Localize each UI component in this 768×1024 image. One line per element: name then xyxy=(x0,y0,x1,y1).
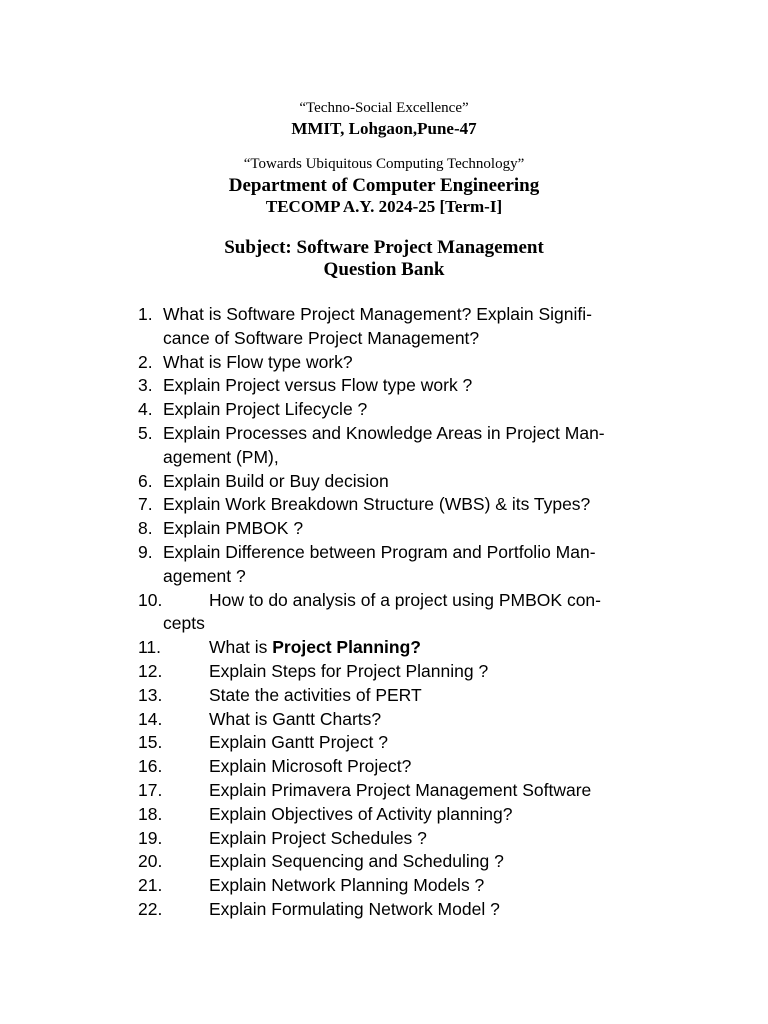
item-text: State the activities of PERT xyxy=(209,684,422,705)
list-item-continuation xyxy=(0,612,768,636)
item-text: Explain Work Breakdown Structure (WBS) & its Types? xyxy=(163,494,591,515)
item-text xyxy=(163,374,472,398)
item-number: 15. xyxy=(138,732,163,753)
list-item xyxy=(0,684,768,708)
list-item xyxy=(0,303,768,327)
item-number: 17. xyxy=(138,779,163,800)
item-text: What is Flow type work? xyxy=(163,351,353,372)
item-number: 21. xyxy=(138,875,163,896)
list-item xyxy=(0,779,768,803)
list-item xyxy=(0,422,768,446)
list-item xyxy=(0,636,768,660)
list-item xyxy=(0,708,768,732)
list-item xyxy=(0,874,768,898)
item-number: 11. xyxy=(138,637,162,658)
item-number: 9. xyxy=(138,541,153,562)
item-number: 12. xyxy=(138,660,163,681)
list-item xyxy=(0,374,768,398)
item-text-continued: cance of Software Project Management? xyxy=(163,327,480,348)
list-item xyxy=(0,470,768,494)
department-name: Department of Computer Engineering xyxy=(228,175,540,196)
item-text: Explain Primavera Project Management Software xyxy=(209,779,592,800)
list-item xyxy=(0,541,768,565)
class-year: TECOMP A.Y. 2024-25 [Term-I] xyxy=(265,197,503,216)
item-text: Explain Steps for Project Planning ? xyxy=(209,660,489,681)
list-item xyxy=(0,398,768,422)
list-item xyxy=(0,493,768,517)
institute-name: MMIT, Lohgaon,Pune-47 xyxy=(291,119,477,138)
item-number: 4. xyxy=(138,399,153,420)
item-number: 8. xyxy=(138,518,153,539)
item-number: 10. xyxy=(138,589,163,610)
list-item-continuation xyxy=(0,327,768,351)
item-text-bold: Project Planning? xyxy=(272,637,421,658)
list-item xyxy=(0,850,768,874)
item-number: 16. xyxy=(138,756,163,777)
list-item xyxy=(0,731,768,755)
list-item xyxy=(0,755,768,779)
item-text-continued: cepts xyxy=(163,613,205,634)
item-number: 6. xyxy=(138,470,153,491)
question-list xyxy=(0,303,768,922)
item-text: Explain Gantt Project ? xyxy=(209,732,388,753)
item-text: Explain Microsoft Project? xyxy=(209,756,412,777)
item-text-prefix: What is xyxy=(209,637,273,658)
list-item-continuation xyxy=(0,446,768,470)
item-number: 20. xyxy=(138,851,163,872)
list-item xyxy=(0,589,768,613)
item-text: Explain Build or Buy decision xyxy=(163,470,389,491)
institute-motto: “Techno-Social Excellence” xyxy=(299,100,469,116)
item-text: Explain Formulating Network Model ? xyxy=(209,898,500,919)
item-text: Explain Sequencing and Scheduling ? xyxy=(209,851,504,872)
item-number: 19. xyxy=(138,827,163,848)
item-text: How to do analysis of a project using PMBOK con- xyxy=(209,589,601,610)
item-text: Explain Difference between Program and Portfolio Man- xyxy=(163,541,596,562)
item-text: Explain PMBOK ? xyxy=(163,518,304,539)
item-number: 22. xyxy=(138,898,163,919)
item-number: 5. xyxy=(138,422,153,443)
item-text-prefix: Explain xyxy=(163,399,226,420)
item-text-prefix: Explain xyxy=(163,375,226,396)
subject-title: Subject: Software Project Management xyxy=(224,237,544,258)
item-text: Explain Network Planning Models ? xyxy=(209,875,485,896)
list-item xyxy=(0,660,768,684)
department-motto: “Towards Ubiquitous Computing Technology” xyxy=(243,156,525,172)
list-item xyxy=(0,517,768,541)
item-text xyxy=(163,398,367,422)
list-item-continuation xyxy=(0,565,768,589)
item-number: 13. xyxy=(138,684,163,705)
item-text: Explain Processes and Knowledge Areas in Project Man- xyxy=(163,422,605,443)
item-text-continued: agement ? xyxy=(163,565,246,586)
item-text: What is Software Project Management? Explain Signifi- xyxy=(163,304,592,324)
item-text: Explain Project Schedules ? xyxy=(209,827,427,848)
item-text-main: Project Lifecycle ? xyxy=(225,399,368,420)
item-text xyxy=(209,636,421,660)
item-text: What is Gantt Charts? xyxy=(209,708,382,729)
document-title: Question Bank xyxy=(323,259,445,280)
item-number: 2. xyxy=(138,351,153,372)
list-item xyxy=(0,827,768,851)
item-text-main: Project versus Flow type work ? xyxy=(225,375,473,396)
list-item xyxy=(0,898,768,922)
item-text: Explain Objectives of Activity planning? xyxy=(209,803,513,824)
item-number: 1. xyxy=(138,304,153,324)
item-number: 3. xyxy=(138,375,153,396)
list-item xyxy=(0,351,768,375)
item-number: 14. xyxy=(138,708,163,729)
item-number: 18. xyxy=(138,803,163,824)
list-item xyxy=(0,803,768,827)
item-number: 7. xyxy=(138,494,153,515)
item-text-continued: agement (PM), xyxy=(163,446,279,467)
